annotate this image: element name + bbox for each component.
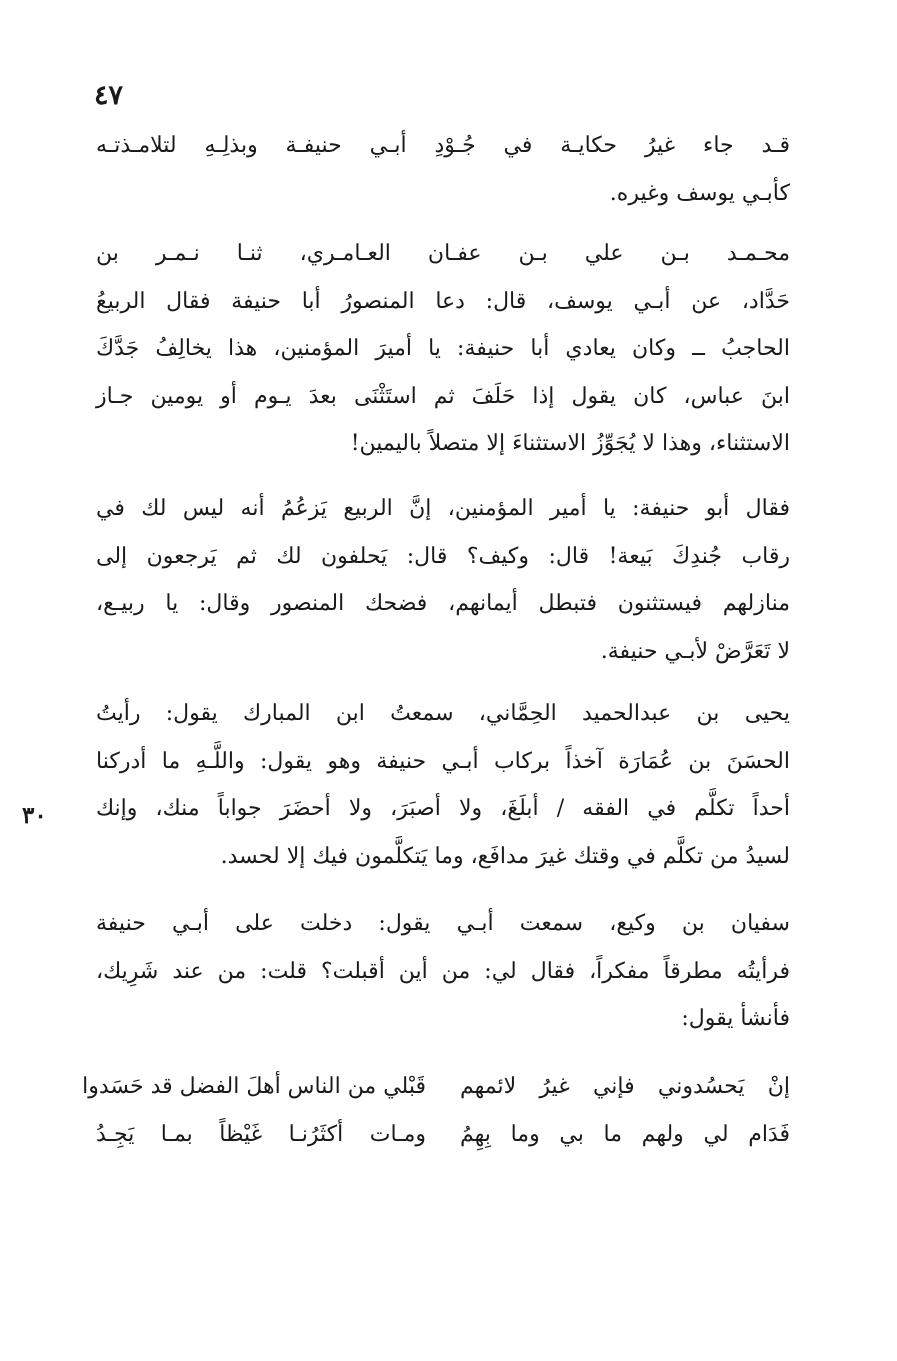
- text-line: كأبـي يوسف وغيره.: [609, 180, 790, 206]
- text-line: أحداً تكلَّم في الفقه / أبلَغَ، ولا أصبَرَ، ولا أحضَرَ جواباً منك، وإنك: [96, 796, 790, 821]
- text-line: لا تَعَرَّضْ لأبـي حنيفة.: [600, 638, 790, 664]
- paragraph-1: [96, 122, 790, 217]
- verse-first-hemistich: فَدَام لي ولهم ما بي وما بِهِمُ: [460, 1122, 790, 1147]
- text-line: فأنشأ يقول:: [681, 1006, 790, 1031]
- text-line: فرأيتُه مطرقاً مفكراً، فقال لي: من أين أقبلت؟ قلت: من عند شَرِيك،: [96, 958, 790, 984]
- verse-second-hemistich: ومـات أكثَرُنـا غَيْظاً بمـا يَجِـدُ: [96, 1122, 426, 1147]
- text-line: حَدَّاد، عن أبـي يوسف، قال: دعا المنصورُ أبا حنيفة فقال الربيعُ: [96, 288, 790, 314]
- text-line: الحسَنَ بن عُمَارَة آخذاً بركاب أبـي حنيفة وهو يقول: واللَّـهِ ما أدركنا: [96, 748, 790, 774]
- verse-line-2: [96, 1111, 790, 1159]
- paragraph-2: [96, 230, 790, 468]
- text-line: يحيى بن عبدالحميد الحِمَّاني، سمعتُ ابن المبارك يقول: رأيتُ: [96, 701, 790, 726]
- page-number: ٤٧: [94, 80, 124, 111]
- margin-reference-number: ٣٠: [22, 802, 47, 829]
- text-line: سفيان بن وكيع، سمعت أبـي يقول: دخلت على أبـي حنيفة: [96, 911, 790, 936]
- text-line: قـد جاء غيرُ حكايـة في جُـوْدِ أبـي حنيفـة وبذلِـهِ لتلامـذتـه: [96, 133, 790, 158]
- text-line: محـمـد بـن علي بـن عفـان العـامـري، ثنـا نـمـر بن: [96, 241, 790, 266]
- text-line: الحاجبُ ــ وكان يعادي أبا حنيفة: يا أميرَ المؤمنين، هذا يخالِفُ جَدَّكَ: [96, 336, 790, 361]
- verse-second-hemistich: قَبْلي من الناس أهلَ الفضل قد حَسَدوا: [82, 1074, 426, 1099]
- text-line: ابنَ عباس، كان يقول إذا حَلَفَ ثم استَثْنَى بعدَ يـوم أو يومين جـاز: [96, 383, 790, 409]
- verse-line-1: [82, 1063, 790, 1111]
- paragraph-5: [96, 900, 790, 1043]
- paragraph-3: [96, 485, 790, 675]
- text-line: فقال أبو حنيفة: يا أمير المؤمنين، إنَّ الربيع يَزعُمُ أنه ليس لك في: [96, 496, 790, 521]
- poem: [82, 1063, 790, 1159]
- text-line: الاستثناء، وهذا لا يُجَوِّزُ الاستثناءَ إلا متصلاً باليمين!: [350, 431, 790, 456]
- text-line: منازلهم فيستثنون فتبطل أيمانهم، فضحك المنصور وقال: يا ربيـع،: [96, 591, 790, 616]
- paragraph-4: [96, 690, 790, 880]
- verse-first-hemistich: إنْ يَحسُدوني فإني غيرُ لائمهم: [460, 1074, 790, 1099]
- text-line: لسيدُ من تكلَّم في وقتك غيرَ مدافَع، وما يَتكلَّمون فيك إلا لحسد.: [220, 843, 790, 869]
- text-line: رقاب جُندِكَ بَيعة! قال: وكيف؟ قال: يَحلفون لك ثم يَرجعون إلى: [96, 543, 790, 569]
